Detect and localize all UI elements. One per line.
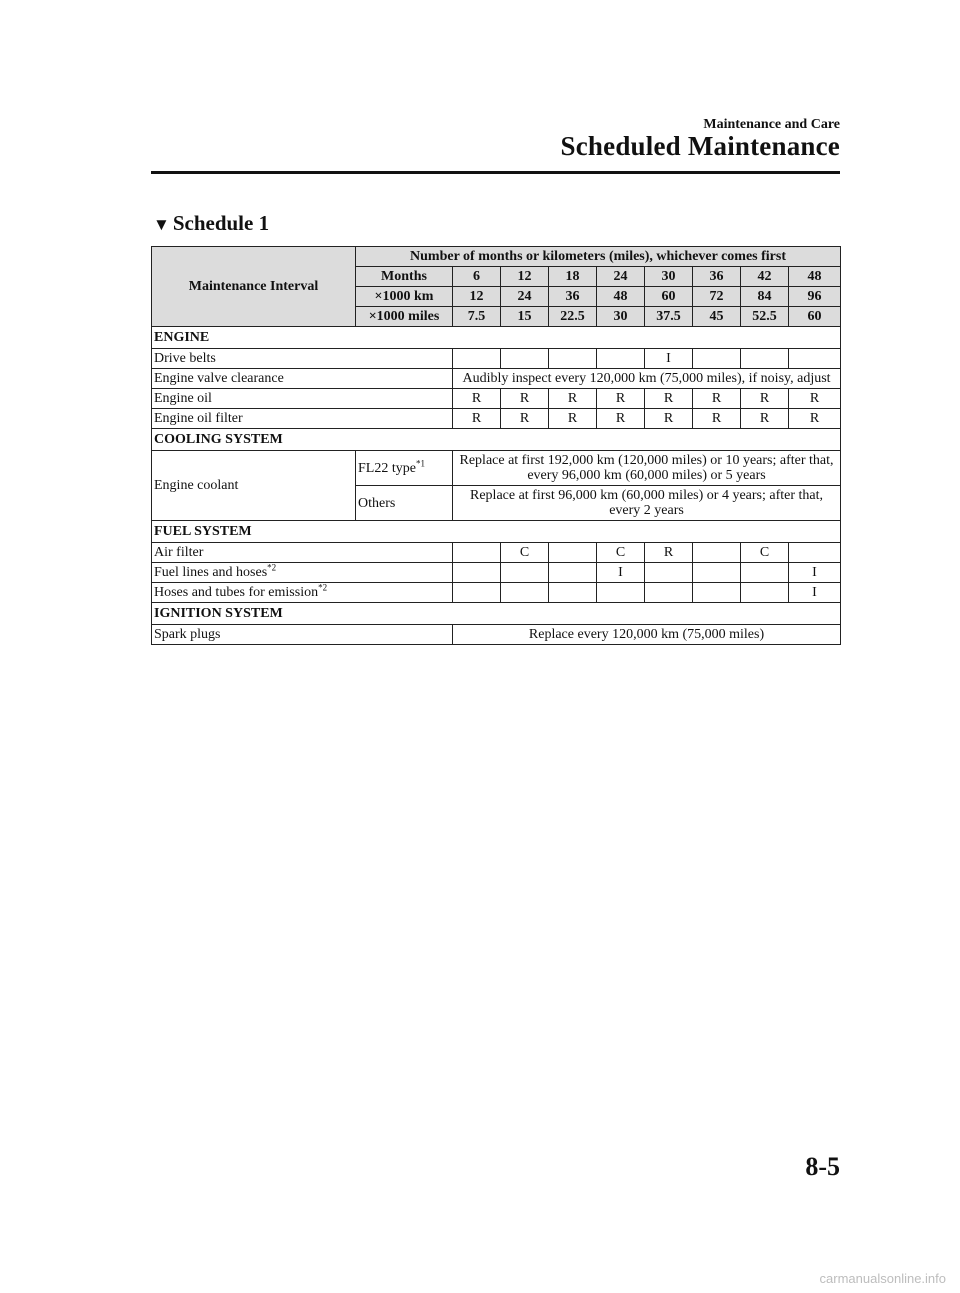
schedule-cell bbox=[501, 563, 549, 583]
schedule-cell: R bbox=[741, 389, 789, 409]
months-label: Months bbox=[356, 267, 453, 287]
interval-note: Number of months or kilometers (miles), whichever comes first bbox=[356, 247, 841, 267]
section-label-fuel: FUEL SYSTEM bbox=[152, 521, 841, 543]
table-row bbox=[152, 389, 841, 409]
page-number: 8-5 bbox=[805, 1152, 840, 1181]
schedule-cell: R bbox=[645, 543, 693, 563]
item-label: Air filter bbox=[152, 543, 453, 563]
miles-label: ×1000 miles bbox=[356, 307, 453, 327]
schedule-cell bbox=[741, 563, 789, 583]
km-cell: 72 bbox=[693, 287, 741, 307]
schedule-cell bbox=[549, 583, 597, 603]
schedule-cell bbox=[693, 543, 741, 563]
schedule-cell bbox=[789, 543, 841, 563]
km-cell: 96 bbox=[789, 287, 841, 307]
schedule-cell: R bbox=[597, 409, 645, 429]
schedule-cell bbox=[453, 543, 501, 563]
schedule-cell: R bbox=[645, 409, 693, 429]
schedule-cell bbox=[693, 583, 741, 603]
months-cell: 18 bbox=[549, 267, 597, 287]
schedule-cell: R bbox=[741, 409, 789, 429]
schedule-cell: C bbox=[501, 543, 549, 563]
table-row bbox=[152, 625, 841, 645]
table-row bbox=[152, 543, 841, 563]
schedule-note: Replace at first 96,000 km (60,000 miles) or 4 years; after that, every 2 years bbox=[453, 486, 841, 521]
maintenance-schedule-table bbox=[151, 246, 841, 645]
schedule-cell: R bbox=[453, 409, 501, 429]
miles-cell: 30 bbox=[597, 307, 645, 327]
item-label bbox=[152, 563, 453, 583]
miles-cell: 15 bbox=[501, 307, 549, 327]
months-cell: 24 bbox=[597, 267, 645, 287]
schedule-note: Replace at first 192,000 km (120,000 miles) or 10 years; after that, every 96,000 km (60,000 miles) or 5 years bbox=[453, 451, 841, 486]
section-heading bbox=[153, 211, 269, 236]
table-row bbox=[152, 451, 841, 486]
table-row bbox=[152, 409, 841, 429]
item-label: Engine oil filter bbox=[152, 409, 453, 429]
km-cell: 60 bbox=[645, 287, 693, 307]
months-cell: 42 bbox=[741, 267, 789, 287]
page-title: Scheduled Maintenance bbox=[560, 131, 840, 161]
header-row-note bbox=[152, 247, 841, 267]
item-label: Spark plugs bbox=[152, 625, 453, 645]
item-label: Drive belts bbox=[152, 349, 453, 369]
section-row-fuel bbox=[152, 521, 841, 543]
miles-cell: 60 bbox=[789, 307, 841, 327]
coolant-type-fl22-label: FL22 type bbox=[358, 460, 416, 476]
section-row-ignition bbox=[152, 603, 841, 625]
months-cell: 48 bbox=[789, 267, 841, 287]
item-label bbox=[152, 583, 453, 603]
schedule-cell: R bbox=[597, 389, 645, 409]
section-label-engine: ENGINE bbox=[152, 327, 841, 349]
months-cell: 30 bbox=[645, 267, 693, 287]
schedule-cell: C bbox=[741, 543, 789, 563]
km-label: ×1000 km bbox=[356, 287, 453, 307]
schedule-cell: R bbox=[789, 389, 841, 409]
miles-cell: 37.5 bbox=[645, 307, 693, 327]
schedule-cell: R bbox=[501, 389, 549, 409]
table-row bbox=[152, 349, 841, 369]
km-cell: 84 bbox=[741, 287, 789, 307]
footnote-marker: *2 bbox=[318, 582, 328, 593]
schedule-cell bbox=[549, 563, 597, 583]
schedule-cell: R bbox=[693, 389, 741, 409]
schedule-cell bbox=[501, 583, 549, 603]
km-cell: 36 bbox=[549, 287, 597, 307]
km-cell: 12 bbox=[453, 287, 501, 307]
schedule-cell: I bbox=[789, 583, 841, 603]
schedule-cell: R bbox=[549, 409, 597, 429]
item-label: Engine oil bbox=[152, 389, 453, 409]
schedule-note: Audibly inspect every 120,000 km (75,000 miles), if noisy, adjust bbox=[453, 369, 841, 389]
miles-cell: 22.5 bbox=[549, 307, 597, 327]
schedule-cell: C bbox=[597, 543, 645, 563]
schedule-cell bbox=[645, 583, 693, 603]
item-label-text: Fuel lines and hoses bbox=[154, 565, 268, 580]
schedule-cell bbox=[597, 349, 645, 369]
schedule-cell bbox=[501, 349, 549, 369]
schedule-cell: R bbox=[789, 409, 841, 429]
schedule-cell bbox=[549, 543, 597, 563]
header-divider bbox=[151, 171, 840, 174]
schedule-cell: I bbox=[789, 563, 841, 583]
section-row-engine bbox=[152, 327, 841, 349]
schedule-cell bbox=[549, 349, 597, 369]
schedule-cell bbox=[693, 349, 741, 369]
section-label-cooling: COOLING SYSTEM bbox=[152, 429, 841, 451]
coolant-type-fl22 bbox=[356, 451, 453, 486]
schedule-cell: R bbox=[693, 409, 741, 429]
table-row bbox=[152, 583, 841, 603]
footnote-marker: *2 bbox=[267, 562, 277, 573]
item-label: Engine coolant bbox=[152, 451, 356, 521]
miles-cell: 52.5 bbox=[741, 307, 789, 327]
schedule-cell bbox=[741, 583, 789, 603]
schedule-cell bbox=[453, 563, 501, 583]
schedule-cell bbox=[645, 563, 693, 583]
schedule-cell bbox=[789, 349, 841, 369]
miles-cell: 7.5 bbox=[453, 307, 501, 327]
chapter-heading: Maintenance and Care bbox=[703, 117, 840, 132]
item-label-text: Hoses and tubes for emission bbox=[154, 585, 319, 600]
schedule-cell bbox=[453, 349, 501, 369]
watermark-link[interactable]: carmanualsonline.info bbox=[819, 1271, 946, 1286]
schedule-cell: I bbox=[597, 563, 645, 583]
coolant-type-others: Others bbox=[356, 486, 453, 521]
section-title-text: Schedule 1 bbox=[172, 211, 270, 235]
months-cell: 12 bbox=[501, 267, 549, 287]
table-row bbox=[152, 369, 841, 389]
table-row bbox=[152, 563, 841, 583]
km-cell: 24 bbox=[501, 287, 549, 307]
schedule-cell bbox=[741, 349, 789, 369]
schedule-cell: R bbox=[501, 409, 549, 429]
miles-cell: 45 bbox=[693, 307, 741, 327]
item-label: Engine valve clearance bbox=[152, 369, 453, 389]
section-row-cooling bbox=[152, 429, 841, 451]
schedule-note: Replace every 120,000 km (75,000 miles) bbox=[453, 625, 841, 645]
footnote-marker: *1 bbox=[415, 457, 425, 468]
schedule-cell bbox=[453, 583, 501, 603]
triangle-down-icon: ▼ bbox=[153, 215, 170, 234]
schedule-cell: I bbox=[645, 349, 693, 369]
schedule-cell bbox=[693, 563, 741, 583]
schedule-cell bbox=[597, 583, 645, 603]
schedule-cell: R bbox=[453, 389, 501, 409]
schedule-cell: R bbox=[549, 389, 597, 409]
months-cell: 36 bbox=[693, 267, 741, 287]
months-cell: 6 bbox=[453, 267, 501, 287]
maintenance-interval-label: Maintenance Interval bbox=[152, 247, 356, 327]
km-cell: 48 bbox=[597, 287, 645, 307]
schedule-cell: R bbox=[645, 389, 693, 409]
section-label-ignition: IGNITION SYSTEM bbox=[152, 603, 841, 625]
